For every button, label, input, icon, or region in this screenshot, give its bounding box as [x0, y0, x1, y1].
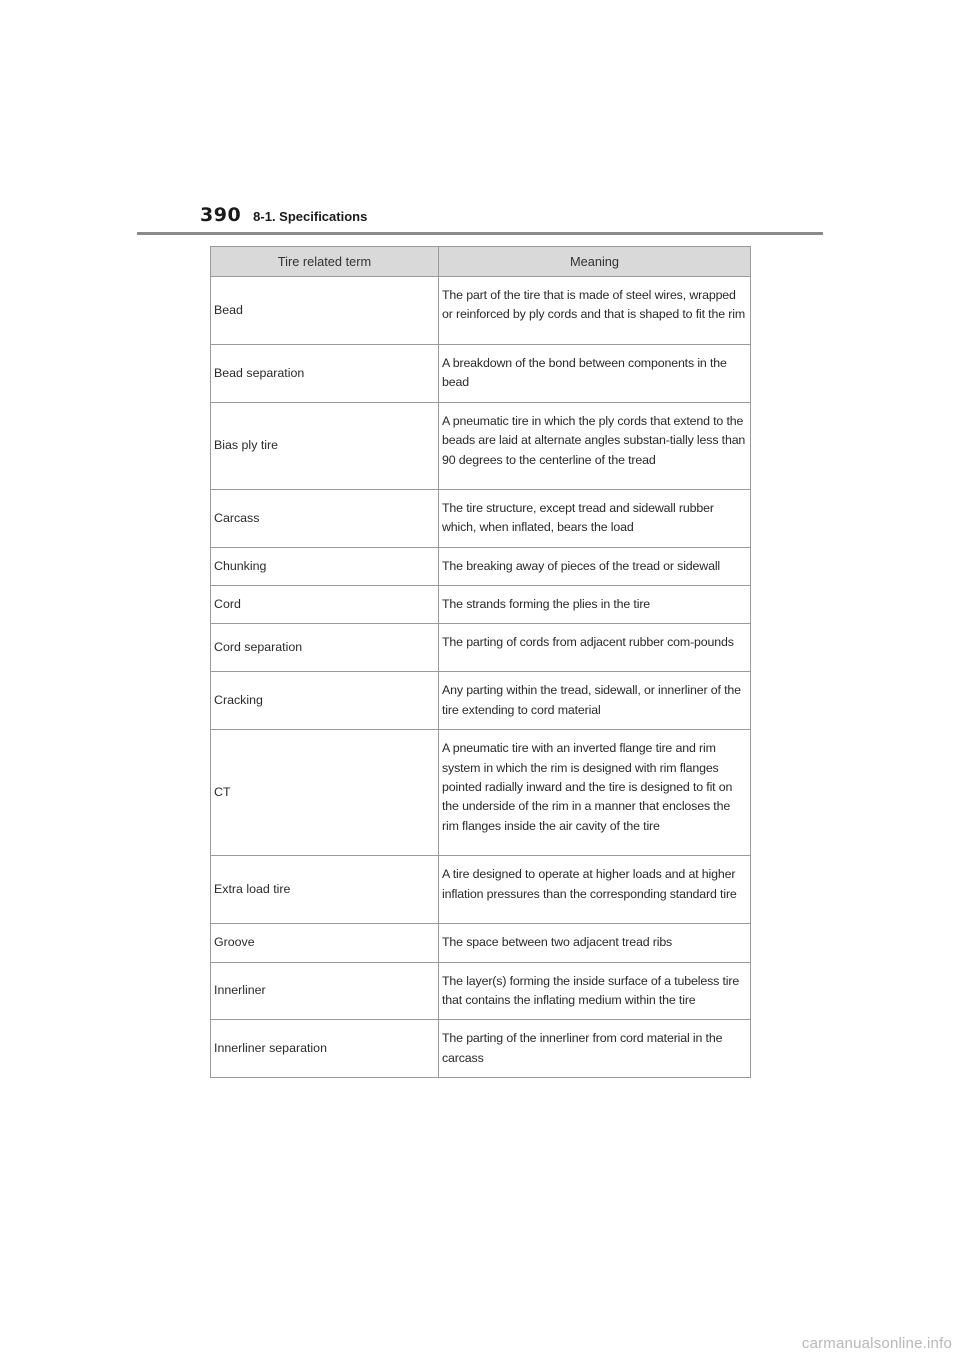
meaning-cell: The layer(s) forming the inside surface of a tubeless tire that contains the inflating medium within the tire [439, 962, 751, 1020]
table-row [211, 1020, 751, 1078]
page-header [200, 204, 367, 232]
tire-terms-table [210, 246, 751, 1078]
meaning-cell: A breakdown of the bond between components in the bead [439, 345, 751, 403]
term-cell: Chunking [211, 547, 439, 585]
column-header-meaning: Meaning [439, 247, 751, 277]
table-header-row [211, 247, 751, 277]
meaning-cell: The parting of cords from adjacent rubber com-pounds [439, 624, 751, 672]
column-header-term: Tire related term [211, 247, 439, 277]
page-number: 390 [200, 204, 242, 226]
table-row [211, 547, 751, 585]
term-cell: Innerliner separation [211, 1020, 439, 1078]
table-row [211, 856, 751, 924]
meaning-cell: A pneumatic tire in which the ply cords that extend to the beads are laid at alternate angles substan-tially less than 90 degrees to the centerline of the tread [439, 402, 751, 489]
term-cell: Cord [211, 586, 439, 624]
term-cell: Bias ply tire [211, 402, 439, 489]
section-title: 8-1. Specifications [253, 209, 368, 224]
table-row [211, 277, 751, 345]
table-row [211, 489, 751, 547]
table-row [211, 586, 751, 624]
header-divider [137, 232, 823, 235]
term-cell: CT [211, 730, 439, 856]
table-row [211, 962, 751, 1020]
term-cell: Groove [211, 924, 439, 962]
table-row [211, 402, 751, 489]
meaning-cell: Any parting within the tread, sidewall, or innerliner of the tire extending to cord material [439, 672, 751, 730]
meaning-cell: The tire structure, except tread and sidewall rubber which, when inflated, bears the load [439, 489, 751, 547]
meaning-cell: A pneumatic tire with an inverted flange tire and rim system in which the rim is designed with rim flanges pointed radially inward and the tire is designed to fit on the underside of the rim in a manner that encloses the rim flanges inside the air cavity of the tire [439, 730, 751, 856]
table-row [211, 345, 751, 403]
meaning-cell: A tire designed to operate at higher loads and at higher inflation pressures than the corresponding standard tire [439, 856, 751, 924]
term-cell: Cracking [211, 672, 439, 730]
meaning-cell: The strands forming the plies in the tire [439, 586, 751, 624]
table-row [211, 924, 751, 962]
meaning-cell: The parting of the innerliner from cord material in the carcass [439, 1020, 751, 1078]
table-row [211, 672, 751, 730]
table-row [211, 730, 751, 856]
meaning-cell: The part of the tire that is made of steel wires, wrapped or reinforced by ply cords and that is shaped to fit the rim [439, 277, 751, 345]
table-row [211, 624, 751, 672]
term-cell: Carcass [211, 489, 439, 547]
term-cell: Bead [211, 277, 439, 345]
watermark-text: carmanualsonline.info [801, 1335, 952, 1352]
term-cell: Innerliner [211, 962, 439, 1020]
term-cell: Extra load tire [211, 856, 439, 924]
term-cell: Cord separation [211, 624, 439, 672]
term-cell: Bead separation [211, 345, 439, 403]
meaning-cell: The space between two adjacent tread ribs [439, 924, 751, 962]
meaning-cell: The breaking away of pieces of the tread or sidewall [439, 547, 751, 585]
